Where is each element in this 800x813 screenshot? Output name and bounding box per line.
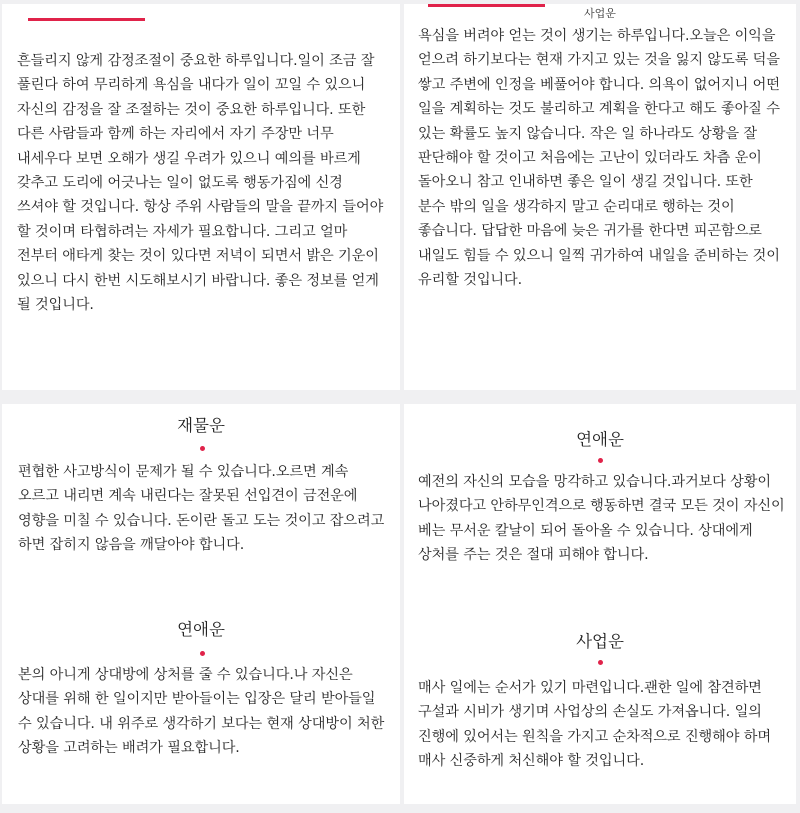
fortune-text: 편협한 사고방식이 문제가 될 수 있습니다.오르면 계속 오르고 내리면 계속 내린다는 잘못된 선입견이 금전운에 영향을 미칠 수 있습니다. 돈이란 돌고 도는 것이고 잡으려고 하면 잡히지 않음을 깨달아야 합니다. (18, 464, 385, 554)
title-dot (598, 458, 603, 463)
title-dot (598, 660, 603, 665)
fortune-card-top-left (2, 4, 400, 390)
section-title-love: 연애운 (177, 620, 225, 639)
fortune-card-bottom-right (404, 404, 796, 804)
fortune-card-bottom-left (2, 404, 400, 804)
accent-bar (28, 18, 145, 21)
fortune-text: 예전의 자신의 모습을 망각하고 있습니다.과거보다 상황이 나아졌다고 안하무인격으로 행동하면 결국 모든 것이 자신이 베는 무서운 칼날이 되어 돌아올 수 있습니다. 상대에게 상처를 주는 것은 절대 피해야 합니다. (418, 474, 785, 564)
section-title-business: 사업운 (576, 632, 624, 651)
section-title-love: 연애운 (576, 430, 624, 449)
fortune-text: 욕심을 버려야 얻는 것이 생기는 하루입니다.오늘은 이익을 얻으려 하기보다는 현재 가지고 있는 것을 잃지 않도록 덕을 쌓고 주변에 인정을 베풀어야 합니다. 의욕이 없어지니 어떤 일을 계획하는 것도 불리하고 계획을 한다고 해도 좋아질 수 있는 확률도 높지 않습니다. 작은 일 하나라도 상황을 잘 판단해야 할 것이고 처음에는 고난이 있더라도 차츰 운이 돌아오니 참고 인내하면 좋은 일이 생길 것입니다. 또한 분수 밖의 일을 생각하지 말고 순리대로 행하는 것이 좋습니다. 답답한 마음에 늦은 귀가를 한다면 피곤함으로 내일도 힘들 수 있으니 일찍 귀가하여 내일을 준비하는 것이 유리할 것입니다. (418, 28, 780, 289)
section-title-wealth: 재물운 (177, 416, 225, 435)
title-dot (200, 446, 205, 451)
fortune-text: 흔들리지 않게 감정조절이 중요한 하루입니다.일이 조금 잘 풀린다 하여 무리하게 욕심을 내다가 일이 꼬일 수 있으니 자신의 감정을 잘 조절하는 것이 중요한 하루입니다. 또한 다른 사람들과 함께 하는 자리에서 자기 주장만 너무 내세우다 보면 오해가 생길 우려가 있으니 예의를 바르게 갖추고 도리에 어긋나는 일이 없도록 행동가짐에 신경 쓰셔야 할 것입니다. 항상 주위 사람들의 말을 끝까지 들어야 할 것이며 타협하려는 자세가 필요합니다. 그리고 얼마 전부터 애타게 찾는 것이 있다면 저녁이 되면서 밝은 기운이 있으니 다시 한번 시도해보시기 바랍니다. 좋은 정보를 얻게 될 것입니다. (17, 53, 384, 314)
section-title-business: 사업운 (584, 7, 616, 20)
title-dot (200, 651, 205, 656)
fortune-text: 본의 아니게 상대방에 상처를 줄 수 있습니다.나 자신은 상대를 위해 한 일이지만 받아들이는 입장은 달리 받아들일 수 있습니다. 내 위주로 생각하기 보다는 현재 상대방이 처한 상황을 고려하는 배려가 필요합니다. (18, 667, 385, 757)
fortune-text: 매사 일에는 순서가 있기 마련입니다.괜한 일에 참견하면 구설과 시비가 생기며 사업상의 손실도 가져옵니다. 일의 진행에 있어서는 원칙을 가지고 순차적으로 진행해야 하며 매사 신중하게 처신해야 할 것입니다. (418, 680, 771, 770)
fortune-card-top-right (404, 4, 796, 390)
